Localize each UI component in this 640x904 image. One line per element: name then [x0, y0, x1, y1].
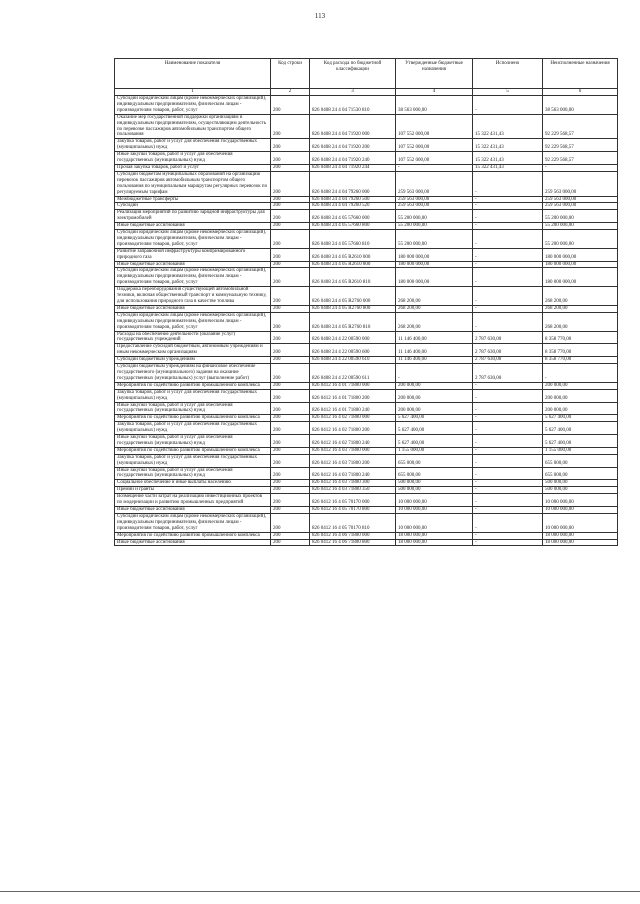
table-row: [115, 487, 618, 494]
cell-budget-classification-code: 826 0408 24 4 22 00590 611: [310, 364, 396, 383]
cell-executed: -: [473, 507, 543, 514]
cell-unexecuted: 5 627 400,00: [543, 415, 618, 422]
table-row: [115, 507, 618, 514]
cell-unexecuted: -: [543, 164, 618, 171]
cell-unexecuted: 18 000 000,00: [543, 532, 618, 539]
cell-indicator-name: Субсидии юридическим лицам (кроме некоммерческих организаций), индивидуальным предпринимателям, физическим лицам - производителям товаров, работ, услуг: [115, 96, 271, 115]
cell-unexecuted: 10 000 000,00: [543, 507, 618, 514]
cell-unexecuted: 200 000,00: [543, 389, 618, 402]
cell-budget-classification-code: 826 0408 24 4 05 57660 810: [310, 230, 396, 249]
cell-budget-classification-code: 826 0408 24 4 04 71530 810: [310, 96, 396, 115]
cell-budget-classification-code: 826 0412 16 4 02 71800 240: [310, 435, 396, 448]
cell-indicator-name: Возмещение части затрат на реализацию инвестиционных проектов по модернизации и развитию промышленных предприятий: [115, 494, 271, 507]
cell-unexecuted: 55 200 000,00: [543, 230, 618, 249]
cell-indicator-name: Прочая закупка товаров, работ и услуг: [115, 164, 271, 171]
cell-unexecuted: 55 200 000,00: [543, 210, 618, 223]
header-row: [115, 59, 618, 89]
cell-line-code: 200: [271, 487, 310, 494]
cell-approved: 55 200 000,00: [396, 230, 473, 249]
cell-line-code: 200: [271, 152, 310, 165]
cell-budget-classification-code: 826 0412 16 4 03 71800 240: [310, 467, 396, 480]
cell-approved: 500 000,00: [396, 480, 473, 487]
cell-line-code: 200: [271, 305, 310, 312]
table-row: [115, 248, 618, 261]
cell-budget-classification-code: 826 0412 16 4 01 71800 000: [310, 382, 396, 389]
cell-executed: 15 322 431,43: [473, 164, 543, 171]
cell-indicator-name: Межбюджетные трансферты: [115, 196, 271, 203]
cell-executed: 15 322 431,43: [473, 114, 543, 139]
cell-approved: 107 552 000,00: [396, 114, 473, 139]
cell-executed: -: [473, 382, 543, 389]
cell-line-code: 200: [271, 287, 310, 306]
cell-indicator-name: Закупка товаров, работ и услуг для обеспечения государственных (муниципальных) нужд: [115, 422, 271, 435]
cell-indicator-name: Иные закупки товаров, работ и услуг для обеспечения государственных (муниципальных) нужд: [115, 435, 271, 448]
header-unexecuted-appropriations: Неисполненные назначения: [543, 59, 618, 89]
column-number: 5: [473, 89, 543, 96]
cell-budget-classification-code: 826 0412 16 4 02 71800 000: [310, 415, 396, 422]
cell-executed: -: [473, 389, 543, 402]
table-row: [115, 230, 618, 249]
cell-line-code: 200: [271, 435, 310, 448]
cell-indicator-name: Оказание мер государственной поддержки организациям и индивидуальным предпринимателям, осуществляющим деятельность по перевозке пассажиров автомобильным транспортом общего пользования: [115, 114, 271, 139]
cell-indicator-name: Субсидии юридическим лицам (кроме некоммерческих организаций), индивидуальным предпринимателям, физическим лицам - производителям товаров, работ, услуг: [115, 312, 271, 331]
table-row: [115, 480, 618, 487]
cell-approved: 268 200,00: [396, 305, 473, 312]
cell-approved: 268 200,00: [396, 287, 473, 306]
column-number: 4: [396, 89, 473, 96]
cell-budget-classification-code: 826 0412 16 4 05 70170 800: [310, 507, 396, 514]
cell-budget-classification-code: 826 0412 16 4 05 70170 000: [310, 494, 396, 507]
table-body: [115, 96, 618, 546]
cell-indicator-name: Мероприятия по содействию развитию промышленного комплекса: [115, 415, 271, 422]
cell-executed: -: [473, 196, 543, 203]
cell-budget-classification-code: 826 0408 24 4 22 00590 600: [310, 344, 396, 357]
cell-indicator-name: Иные закупки товаров, работ и услуг для обеспечения государственных (муниципальных) нужд: [115, 402, 271, 415]
table-row: [115, 223, 618, 230]
cell-unexecuted: 8 358 770,00: [543, 331, 618, 344]
cell-unexecuted: 180 000 000,00: [543, 248, 618, 261]
cell-approved: 500 000,00: [396, 487, 473, 494]
table-row: [115, 196, 618, 203]
table-row: [115, 312, 618, 331]
cell-unexecuted: 10 000 000,00: [543, 513, 618, 532]
cell-indicator-name: Иные бюджетные ассигнования: [115, 539, 271, 546]
cell-indicator-name: Развитие заправочной инфраструктуры компримированного природного газа: [115, 248, 271, 261]
table-row: [115, 357, 618, 364]
table-row: [115, 139, 618, 152]
cell-indicator-name: Субсидии бюджетным учреждениям: [115, 357, 271, 364]
cell-executed: -: [473, 415, 543, 422]
cell-line-code: 200: [271, 454, 310, 467]
table-row: [115, 152, 618, 165]
table-row: [115, 171, 618, 196]
cell-approved: 11 146 400,00: [396, 331, 473, 344]
table-row: [115, 364, 618, 383]
cell-line-code: 200: [271, 114, 310, 139]
cell-budget-classification-code: 826 0408 24 4 04 79260 500: [310, 196, 396, 203]
cell-indicator-name: Закупка товаров, работ и услуг для обеспечения государственных (муниципальных) нужд: [115, 389, 271, 402]
budget-execution-table: [114, 58, 617, 546]
cell-executed: -: [473, 494, 543, 507]
table-row: [115, 422, 618, 435]
cell-line-code: 200: [271, 402, 310, 415]
cell-executed: -: [473, 287, 543, 306]
cell-budget-classification-code: 826 0408 24 4 05 R2610 810: [310, 268, 396, 287]
cell-indicator-name: Социальное обеспечение и иные выплаты населению: [115, 480, 271, 487]
cell-approved: 10 000 000,00: [396, 513, 473, 532]
cell-approved: 655 000,00: [396, 467, 473, 480]
cell-budget-classification-code: 826 0412 16 4 01 71800 200: [310, 389, 396, 402]
table-row: [115, 467, 618, 480]
cell-executed: 2 787 630,00: [473, 357, 543, 364]
cell-budget-classification-code: 826 0408 24 4 05 57660 800: [310, 223, 396, 230]
cell-budget-classification-code: 826 0408 24 4 04 71920 240: [310, 152, 396, 165]
cell-approved: 200 000,00: [396, 402, 473, 415]
table-row: [115, 494, 618, 507]
cell-line-code: 200: [271, 210, 310, 223]
cell-approved: 200 000,00: [396, 382, 473, 389]
cell-approved: 200 000,00: [396, 389, 473, 402]
cell-line-code: 200: [271, 196, 310, 203]
cell-approved: 268 200,00: [396, 312, 473, 331]
cell-budget-classification-code: 826 0408 24 4 04 79260 520: [310, 203, 396, 210]
cell-budget-classification-code: 826 0408 24 4 05 57660 000: [310, 210, 396, 223]
cell-executed: 15 322 431,43: [473, 139, 543, 152]
cell-budget-classification-code: 826 0408 24 4 22 00590 000: [310, 331, 396, 344]
cell-indicator-name: Реализация мероприятий по развитию зарядной инфраструктуры для электромобилей: [115, 210, 271, 223]
cell-indicator-name: Субсидии юридическим лицам (кроме некоммерческих организаций), индивидуальным предпринимателям, физическим лицам - производителям товаров, работ, услуг: [115, 513, 271, 532]
cell-executed: -: [473, 447, 543, 454]
cell-indicator-name: Мероприятия по содействию развитию промышленного комплекса: [115, 447, 271, 454]
cell-indicator-name: Закупка товаров, работ и услуг для обеспечения государственных (муниципальных) нужд: [115, 454, 271, 467]
cell-line-code: 200: [271, 164, 310, 171]
cell-indicator-name: Иные бюджетные ассигнования: [115, 305, 271, 312]
cell-approved: 259 563 000,00: [396, 196, 473, 203]
cell-approved: 1 155 000,00: [396, 447, 473, 454]
cell-unexecuted: 200 000,00: [543, 402, 618, 415]
header-indicator-name: Наименование показателя: [115, 59, 271, 89]
cell-budget-classification-code: 826 0408 24 4 05 R2610 800: [310, 261, 396, 268]
cell-approved: 38 563 000,00: [396, 96, 473, 115]
cell-indicator-name: Мероприятия по содействию развитию промышленного комплекса: [115, 382, 271, 389]
header-budget-classification-code: Код расхода по бюджетной классификации: [310, 59, 396, 89]
cell-approved: 5 627 400,00: [396, 415, 473, 422]
cell-unexecuted: 259 563 000,00: [543, 203, 618, 210]
cell-approved: 180 000 000,00: [396, 268, 473, 287]
cell-budget-classification-code: 826 0408 24 4 04 79260 000: [310, 171, 396, 196]
cell-indicator-name: Субсидии бюджетам муниципальных образований на организацию перевозок пассажиров автомобильным транспортом общего пользования по муниципальным маршрутам регулярных перевозок по регулируемым тарифам: [115, 171, 271, 196]
cell-budget-classification-code: 826 0412 16 4 06 71800 000: [310, 532, 396, 539]
cell-unexecuted: 92 229 568,57: [543, 152, 618, 165]
table-row: [115, 344, 618, 357]
cell-budget-classification-code: 826 0408 24 4 05 R2610 000: [310, 248, 396, 261]
cell-budget-classification-code: 826 0408 24 4 05 R2760 810: [310, 312, 396, 331]
cell-unexecuted: 200 000,00: [543, 382, 618, 389]
cell-approved: 655 000,00: [396, 454, 473, 467]
cell-approved: 10 000 000,00: [396, 494, 473, 507]
cell-unexecuted: 268 200,00: [543, 305, 618, 312]
cell-line-code: 200: [271, 344, 310, 357]
cell-unexecuted: 268 200,00: [543, 287, 618, 306]
cell-approved: 259 563 000,00: [396, 171, 473, 196]
cell-unexecuted: 500 000,00: [543, 480, 618, 487]
column-number: 2: [271, 89, 310, 96]
page-bottom-rule: [0, 891, 640, 892]
cell-budget-classification-code: 826 0412 16 4 01 71800 240: [310, 402, 396, 415]
cell-indicator-name: Иные бюджетные ассигнования: [115, 223, 271, 230]
cell-executed: -: [473, 268, 543, 287]
table-row: [115, 96, 618, 115]
table-row: [115, 287, 618, 306]
cell-line-code: 200: [271, 494, 310, 507]
cell-unexecuted: 55 200 000,00: [543, 223, 618, 230]
cell-executed: -: [473, 96, 543, 115]
table-row: [115, 268, 618, 287]
cell-unexecuted: 259 563 000,00: [543, 171, 618, 196]
cell-indicator-name: Субсидии бюджетным учреждениям на финансовое обеспечение государственного (муниципального) задания на оказание государственных (муниципальных) услуг (выполнение работ): [115, 364, 271, 383]
cell-indicator-name: Закупка товаров, работ и услуг для обеспечения государственных (муниципальных) нужд: [115, 139, 271, 152]
cell-line-code: 200: [271, 139, 310, 152]
cell-budget-classification-code: 826 0412 16 4 03 71800 000: [310, 447, 396, 454]
table-row: [115, 447, 618, 454]
cell-indicator-name: Иные закупки товаров, работ и услуг для обеспечения государственных (муниципальных) нужд: [115, 467, 271, 480]
cell-unexecuted: 1 155 000,00: [543, 447, 618, 454]
cell-budget-classification-code: 826 0412 16 4 03 71800 200: [310, 454, 396, 467]
table-row: [115, 210, 618, 223]
cell-executed: -: [473, 422, 543, 435]
cell-executed: -: [473, 171, 543, 196]
cell-indicator-name: Предоставление субсидий бюджетным, автономным учреждениям и иным некоммерческим организациям: [115, 344, 271, 357]
cell-line-code: 200: [271, 415, 310, 422]
cell-line-code: 200: [271, 364, 310, 383]
cell-unexecuted: 92 229 568,57: [543, 139, 618, 152]
table-row: [115, 382, 618, 389]
cell-budget-classification-code: 826 0412 16 4 06 71800 800: [310, 539, 396, 546]
cell-unexecuted: 655 000,00: [543, 467, 618, 480]
cell-approved: 5 627 400,00: [396, 422, 473, 435]
cell-approved: 18 000 000,00: [396, 539, 473, 546]
column-number: 1: [115, 89, 271, 96]
cell-executed: -: [473, 210, 543, 223]
cell-indicator-name: Поддержка переоборудования существующей автомобильной техники, включая общественный транспорт и коммунальную технику, для использования природного газа в качестве топлива: [115, 287, 271, 306]
cell-executed: -: [473, 487, 543, 494]
cell-indicator-name: Иные бюджетные ассигнования: [115, 261, 271, 268]
header-line-code: Код строки: [271, 59, 310, 89]
cell-line-code: 200: [271, 268, 310, 287]
table-row: [115, 305, 618, 312]
cell-indicator-name: Субсидии юридическим лицам (кроме некоммерческих организаций), индивидуальным предпринимателям, физическим лицам - производителям товаров, работ, услуг: [115, 268, 271, 287]
cell-approved: 55 200 000,00: [396, 223, 473, 230]
table-row: [115, 331, 618, 344]
cell-budget-classification-code: 826 0408 24 4 04 71920 200: [310, 139, 396, 152]
cell-line-code: 200: [271, 357, 310, 364]
cell-indicator-name: Расходы на обеспечение деятельности (оказание услуг) государственных учреждений: [115, 331, 271, 344]
cell-approved: 11 146 400,00: [396, 344, 473, 357]
cell-approved: 107 552 000,00: [396, 139, 473, 152]
column-number: 3: [310, 89, 396, 96]
table-row: [115, 402, 618, 415]
cell-approved: 180 000 000,00: [396, 261, 473, 268]
cell-executed: 15 322 431,43: [473, 152, 543, 165]
cell-budget-classification-code: 826 0408 24 4 22 00590 610: [310, 357, 396, 364]
cell-executed: -: [473, 305, 543, 312]
cell-unexecuted: 180 000 000,00: [543, 268, 618, 287]
cell-indicator-name: Мероприятия по содействию развитию промышленного комплекса: [115, 532, 271, 539]
cell-unexecuted: 8 358 770,00: [543, 357, 618, 364]
cell-line-code: 200: [271, 389, 310, 402]
cell-unexecuted: 500 000,00: [543, 487, 618, 494]
cell-unexecuted: 38 563 000,00: [543, 96, 618, 115]
cell-approved: 11 146 400,00: [396, 357, 473, 364]
cell-approved: 5 627 400,00: [396, 435, 473, 448]
cell-approved: 10 000 000,00: [396, 507, 473, 514]
header-approved-appropriations: Утвержденные бюджетные назначения: [396, 59, 473, 89]
table-row: [115, 532, 618, 539]
cell-line-code: 200: [271, 223, 310, 230]
cell-line-code: 200: [271, 507, 310, 514]
cell-line-code: 200: [271, 532, 310, 539]
cell-executed: -: [473, 230, 543, 249]
cell-unexecuted: 268 200,00: [543, 312, 618, 331]
cell-budget-classification-code: 826 0412 16 4 03 71800 350: [310, 487, 396, 494]
cell-line-code: 200: [271, 467, 310, 480]
cell-executed: -: [473, 480, 543, 487]
cell-executed: -: [473, 261, 543, 268]
column-number: 6: [543, 89, 618, 96]
cell-indicator-name: Иные бюджетные ассигнования: [115, 507, 271, 514]
cell-budget-classification-code: 826 0408 24 4 05 R2760 000: [310, 287, 396, 306]
cell-line-code: 200: [271, 171, 310, 196]
cell-executed: -: [473, 513, 543, 532]
cell-executed: 2 787 630,00: [473, 331, 543, 344]
cell-executed: -: [473, 248, 543, 261]
cell-line-code: 200: [271, 261, 310, 268]
cell-unexecuted: 18 000 000,00: [543, 539, 618, 546]
table-row: [115, 539, 618, 546]
cell-budget-classification-code: 826 0408 24 4 04 71920 000: [310, 114, 396, 139]
cell-approved: 18 000 000,00: [396, 532, 473, 539]
cell-line-code: 200: [271, 539, 310, 546]
cell-approved: 180 000 000,00: [396, 248, 473, 261]
table-row: [115, 203, 618, 210]
table-row: [115, 513, 618, 532]
cell-approved: 259 563 000,00: [396, 203, 473, 210]
cell-unexecuted: 5 627 400,00: [543, 435, 618, 448]
header-executed: Исполнено: [473, 59, 543, 89]
cell-executed: -: [473, 223, 543, 230]
cell-approved: 55 200 000,00: [396, 210, 473, 223]
cell-budget-classification-code: 826 0412 16 4 02 71800 200: [310, 422, 396, 435]
cell-executed: 2 787 630,00: [473, 344, 543, 357]
table-row: [115, 164, 618, 171]
cell-line-code: 200: [271, 312, 310, 331]
cell-unexecuted: -: [543, 364, 618, 383]
table-row: [115, 389, 618, 402]
cell-line-code: 200: [271, 331, 310, 344]
cell-approved: 107 552 000,00: [396, 152, 473, 165]
table-row: [115, 454, 618, 467]
cell-line-code: 200: [271, 513, 310, 532]
page-number: 113: [314, 12, 326, 20]
cell-line-code: 200: [271, 248, 310, 261]
table-row: [115, 261, 618, 268]
table-row: [115, 114, 618, 139]
cell-budget-classification-code: 826 0412 16 4 03 71800 300: [310, 480, 396, 487]
cell-indicator-name: Премии и гранты: [115, 487, 271, 494]
cell-executed: -: [473, 467, 543, 480]
cell-unexecuted: 5 627 400,00: [543, 422, 618, 435]
cell-executed: 2 787 630,00: [473, 364, 543, 383]
cell-line-code: 200: [271, 382, 310, 389]
table-row: [115, 415, 618, 422]
cell-budget-classification-code: 826 0408 24 4 04 71920 244: [310, 164, 396, 171]
cell-indicator-name: Иные закупки товаров, работ и услуг для обеспечения государственных (муниципальных) нужд: [115, 152, 271, 165]
cell-indicator-name: Субсидии юридическим лицам (кроме некоммерческих организаций), индивидуальным предпринимателям, физическим лицам - производителям товаров, работ, услуг: [115, 230, 271, 249]
cell-line-code: 200: [271, 203, 310, 210]
cell-executed: -: [473, 539, 543, 546]
cell-line-code: 200: [271, 230, 310, 249]
cell-approved: -: [396, 364, 473, 383]
cell-unexecuted: 8 358 770,00: [543, 344, 618, 357]
cell-unexecuted: 655 000,00: [543, 454, 618, 467]
cell-executed: -: [473, 402, 543, 415]
cell-budget-classification-code: 826 0412 16 4 05 70170 810: [310, 513, 396, 532]
cell-executed: -: [473, 203, 543, 210]
cell-line-code: 200: [271, 447, 310, 454]
cell-line-code: 200: [271, 422, 310, 435]
cell-line-code: 200: [271, 480, 310, 487]
cell-unexecuted: 92 229 568,57: [543, 114, 618, 139]
cell-executed: -: [473, 454, 543, 467]
cell-unexecuted: 10 000 000,00: [543, 494, 618, 507]
cell-executed: -: [473, 312, 543, 331]
cell-budget-classification-code: 826 0408 24 4 05 R2760 800: [310, 305, 396, 312]
cell-executed: -: [473, 532, 543, 539]
column-number-row: [115, 89, 618, 96]
table-row: [115, 435, 618, 448]
cell-unexecuted: 259 563 000,00: [543, 196, 618, 203]
cell-unexecuted: 180 000 000,00: [543, 261, 618, 268]
cell-line-code: 200: [271, 96, 310, 115]
cell-indicator-name: Субсидии: [115, 203, 271, 210]
cell-executed: -: [473, 435, 543, 448]
cell-approved: -: [396, 164, 473, 171]
